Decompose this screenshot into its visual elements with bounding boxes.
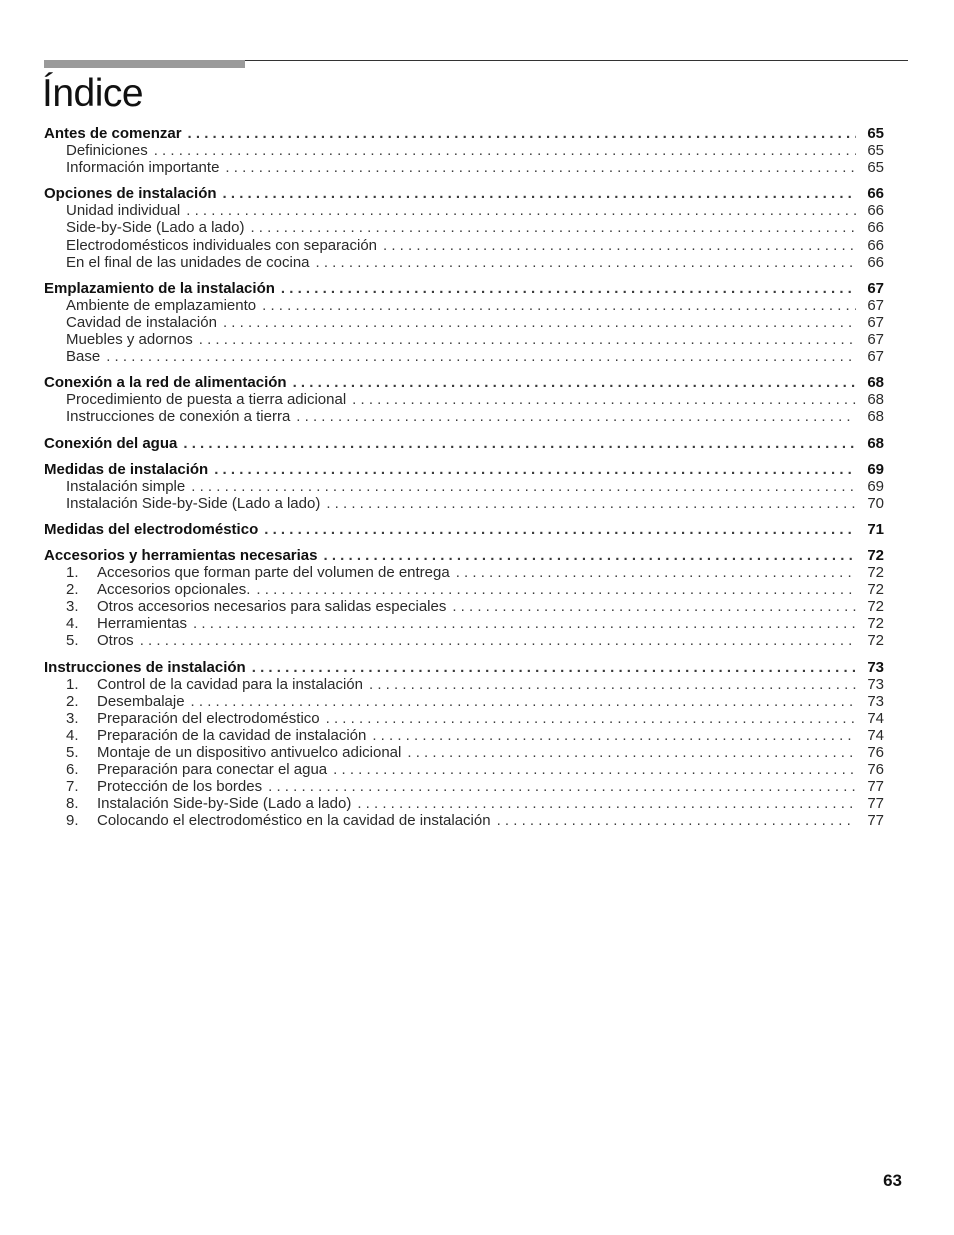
toc-entry[interactable]: [44, 348, 884, 365]
dot-leader: [186, 202, 856, 219]
toc-page-number: 66: [867, 185, 884, 203]
toc-page-number: 76: [867, 761, 884, 779]
dot-leader: [268, 778, 856, 795]
toc-section-title: Antes de comenzar: [44, 125, 182, 142]
toc-page-number: 77: [867, 812, 884, 830]
toc-section-title: Medidas de instalación: [44, 460, 209, 478]
toc-section: [44, 659, 884, 830]
toc-entry[interactable]: [44, 331, 884, 348]
toc-section: [44, 521, 884, 538]
toc-entry[interactable]: [44, 478, 884, 495]
toc-entry[interactable]: [44, 297, 884, 314]
toc-page-number: 71: [867, 520, 884, 538]
dot-leader: [264, 521, 856, 538]
toc-page-number: 77: [867, 795, 884, 813]
toc-section-heading[interactable]: [44, 280, 884, 297]
toc-page-number: 74: [867, 726, 884, 744]
toc-entry[interactable]: [44, 314, 884, 331]
dot-leader: [352, 391, 856, 408]
toc-entry[interactable]: [44, 391, 884, 408]
toc-entry-label: Instrucciones de conexión a tierra: [66, 408, 291, 426]
dot-leader: [154, 142, 856, 159]
toc-page-number: 72: [867, 546, 884, 564]
toc-page-number: 68: [867, 374, 884, 392]
toc-page-number: 72: [867, 632, 884, 650]
toc-page-number: 73: [867, 675, 884, 693]
toc-entry-label: Side-by-Side (Lado a lado): [66, 219, 245, 237]
toc-entry-label: Preparación para conectar el agua: [97, 761, 328, 779]
toc-entry-label: En el final de las unidades de cocina: [66, 253, 310, 271]
dot-leader: [191, 478, 856, 495]
toc-entry-number: 5.: [66, 744, 79, 761]
toc-entry-label: Preparación de la cavidad de instalación: [97, 726, 367, 744]
dot-leader: [333, 761, 856, 778]
toc-section-heading[interactable]: [44, 461, 884, 478]
toc-page-number: 67: [867, 331, 884, 349]
toc-entry-label: Desembalaje: [97, 692, 185, 710]
toc-section: [44, 185, 884, 270]
toc-section: [44, 461, 884, 512]
toc-entry-label: Muebles y adornos: [66, 331, 193, 349]
toc-entry-label: Base: [66, 348, 101, 366]
toc-section-heading[interactable]: [44, 185, 884, 202]
page-number: 63: [883, 1171, 902, 1190]
toc-page-number: 67: [867, 313, 884, 331]
dot-leader: [183, 435, 856, 452]
dot-leader: [383, 237, 856, 254]
toc-section-title: Opciones de instalación: [44, 185, 217, 203]
toc-section: [44, 374, 884, 425]
toc-page-number: 66: [867, 219, 884, 237]
toc-section: [44, 125, 884, 176]
toc-page-number: 76: [867, 744, 884, 761]
dot-leader: [293, 374, 856, 391]
toc-entry-number: 3.: [66, 709, 79, 727]
dot-leader: [223, 185, 856, 202]
toc-page-number: 65: [867, 142, 884, 160]
header-accent-bar: [44, 60, 245, 68]
toc-entry-number: 4.: [66, 615, 79, 633]
toc-entry-number: 1.: [66, 564, 79, 582]
toc-page-number: 73: [867, 692, 884, 710]
toc-page-number: 72: [867, 581, 884, 599]
toc-entry-label: Otros: [97, 632, 134, 650]
toc-entry-label: Procedimiento de puesta a tierra adicional: [66, 391, 347, 409]
toc-entry[interactable]: [44, 676, 884, 693]
toc-entry[interactable]: [44, 408, 884, 425]
dot-leader: [256, 581, 856, 598]
dot-leader: [296, 408, 856, 425]
toc-section-title: Conexión a la red de alimentación: [44, 374, 287, 392]
dot-leader: [225, 159, 856, 176]
toc-page-number: 65: [867, 125, 884, 142]
toc-page-number: 67: [867, 348, 884, 366]
toc-entry-label: Accesorios que forman parte del volumen de entrega: [97, 564, 450, 582]
toc-entry[interactable]: [44, 202, 884, 219]
toc-section-title: Accesorios y herramientas necesarias: [44, 546, 318, 564]
dot-leader: [250, 219, 856, 236]
dot-leader: [456, 564, 856, 581]
toc-entry-number: 2.: [66, 581, 79, 599]
toc-section-heading[interactable]: [44, 435, 884, 452]
dot-leader: [252, 659, 856, 676]
toc-entry[interactable]: [44, 778, 884, 795]
toc-entry-label: Protección de los bordes: [97, 778, 263, 796]
toc-entry-label: Montaje de un dispositivo antivuelco adicional: [97, 744, 402, 761]
toc-section-heading[interactable]: [44, 547, 884, 564]
dot-leader: [199, 331, 856, 348]
toc-page-number: 69: [867, 460, 884, 478]
toc-page-number: 67: [867, 296, 884, 314]
toc-entry[interactable]: [44, 744, 884, 761]
dot-leader: [372, 727, 856, 744]
dot-leader: [262, 297, 856, 314]
dot-leader: [214, 461, 856, 478]
dot-leader: [369, 676, 856, 693]
toc-entry-label: Ambiente de emplazamiento: [66, 296, 257, 314]
toc-page-number: 68: [867, 408, 884, 426]
toc-entry-number: 7.: [66, 778, 79, 796]
dot-leader: [324, 547, 857, 564]
toc-page-number: 66: [867, 236, 884, 254]
dot-leader: [281, 280, 856, 297]
dot-leader: [223, 314, 856, 331]
dot-leader: [188, 125, 856, 142]
dot-leader: [106, 348, 856, 365]
toc-entry[interactable]: [44, 495, 884, 512]
toc-entry-number: 2.: [66, 692, 79, 710]
toc-entry-number: 3.: [66, 598, 79, 616]
toc-section: [44, 435, 884, 452]
toc-entry[interactable]: [44, 812, 884, 829]
toc-entry[interactable]: [44, 632, 884, 649]
toc-page-number: 67: [867, 279, 884, 297]
toc-entry-number: 1.: [66, 675, 79, 693]
toc-section-title: Conexión del agua: [44, 434, 178, 452]
dot-leader: [326, 495, 856, 512]
toc-entry-label: Accesorios opcionales.: [97, 581, 251, 599]
toc-page-number: 68: [867, 391, 884, 409]
toc-entry-label: Unidad individual: [66, 202, 181, 220]
toc-section: [44, 280, 884, 365]
toc-entry[interactable]: [44, 142, 884, 159]
toc-entry[interactable]: [44, 564, 884, 581]
toc-page-number: 66: [867, 202, 884, 220]
dot-leader: [357, 795, 856, 812]
toc-page-number: 69: [867, 477, 884, 495]
dot-leader: [140, 632, 856, 649]
toc-entry[interactable]: [44, 219, 884, 236]
page-title: Índice: [42, 72, 144, 115]
toc-section-heading[interactable]: [44, 125, 884, 142]
toc-entry[interactable]: [44, 598, 884, 615]
toc-entry-label: Información importante: [66, 159, 220, 177]
toc-entry-label: Definiciones: [66, 142, 148, 160]
toc-entry[interactable]: [44, 795, 884, 812]
toc-section: [44, 547, 884, 650]
toc-entry-number: 4.: [66, 726, 79, 744]
dot-leader: [497, 812, 856, 829]
toc-page-number: 77: [867, 778, 884, 796]
toc-page-number: 68: [867, 434, 884, 452]
toc-entry-label: Otros accesorios necesarios para salidas especiales: [97, 598, 447, 616]
dot-leader: [191, 693, 856, 710]
toc-entry-label: Control de la cavidad para la instalación: [97, 675, 363, 693]
toc-entry-label: Instalación simple: [66, 477, 186, 495]
dot-leader: [452, 598, 856, 615]
toc-entry-number: 6.: [66, 761, 79, 779]
toc-entry-label: Cavidad de instalación: [66, 313, 217, 331]
toc-entry-label: Electrodomésticos individuales con separación: [66, 236, 378, 254]
toc-section-heading[interactable]: [44, 374, 884, 391]
toc-entry-number: 5.: [66, 632, 79, 650]
toc-page-number: 65: [867, 159, 884, 177]
toc-page-number: 66: [867, 253, 884, 271]
toc-entry-number: 8.: [66, 795, 79, 813]
toc-entry[interactable]: [44, 159, 884, 176]
dot-leader: [326, 710, 856, 727]
toc-entry[interactable]: [44, 761, 884, 778]
toc-entry[interactable]: [44, 710, 884, 727]
toc-entry-label: Herramientas: [97, 615, 188, 633]
toc-entry-label: Instalación Side-by-Side (Lado a lado): [66, 494, 321, 512]
toc-entry-label: Preparación del electrodoméstico: [97, 709, 320, 727]
dot-leader: [316, 254, 856, 271]
toc-section-title: Emplazamiento de la instalación: [44, 279, 275, 297]
toc-entry[interactable]: [44, 727, 884, 744]
toc-section-title: Instrucciones de instalación: [44, 658, 246, 676]
toc-entry[interactable]: [44, 581, 884, 598]
toc-entry[interactable]: [44, 615, 884, 632]
toc-page-number: 70: [867, 494, 884, 512]
dot-leader: [193, 615, 856, 632]
toc-page-number: 74: [867, 709, 884, 727]
toc-page-number: 73: [867, 658, 884, 676]
toc-entry-label: Colocando el electrodoméstico en la cavidad de instalación: [97, 812, 491, 830]
toc-section-heading[interactable]: [44, 659, 884, 676]
toc-entry[interactable]: [44, 693, 884, 710]
toc-page-number: 72: [867, 564, 884, 582]
toc-entry-number: 9.: [66, 812, 79, 830]
toc-entry[interactable]: [44, 254, 884, 271]
dot-leader: [407, 744, 856, 761]
toc-entry-label: Instalación Side-by-Side (Lado a lado): [97, 795, 352, 813]
toc-page-number: 72: [867, 598, 884, 616]
table-of-contents: [44, 125, 884, 838]
toc-entry[interactable]: [44, 237, 884, 254]
toc-page-number: 72: [867, 615, 884, 633]
toc-section-heading[interactable]: [44, 521, 884, 538]
toc-section-title: Medidas del electrodoméstico: [44, 520, 259, 538]
